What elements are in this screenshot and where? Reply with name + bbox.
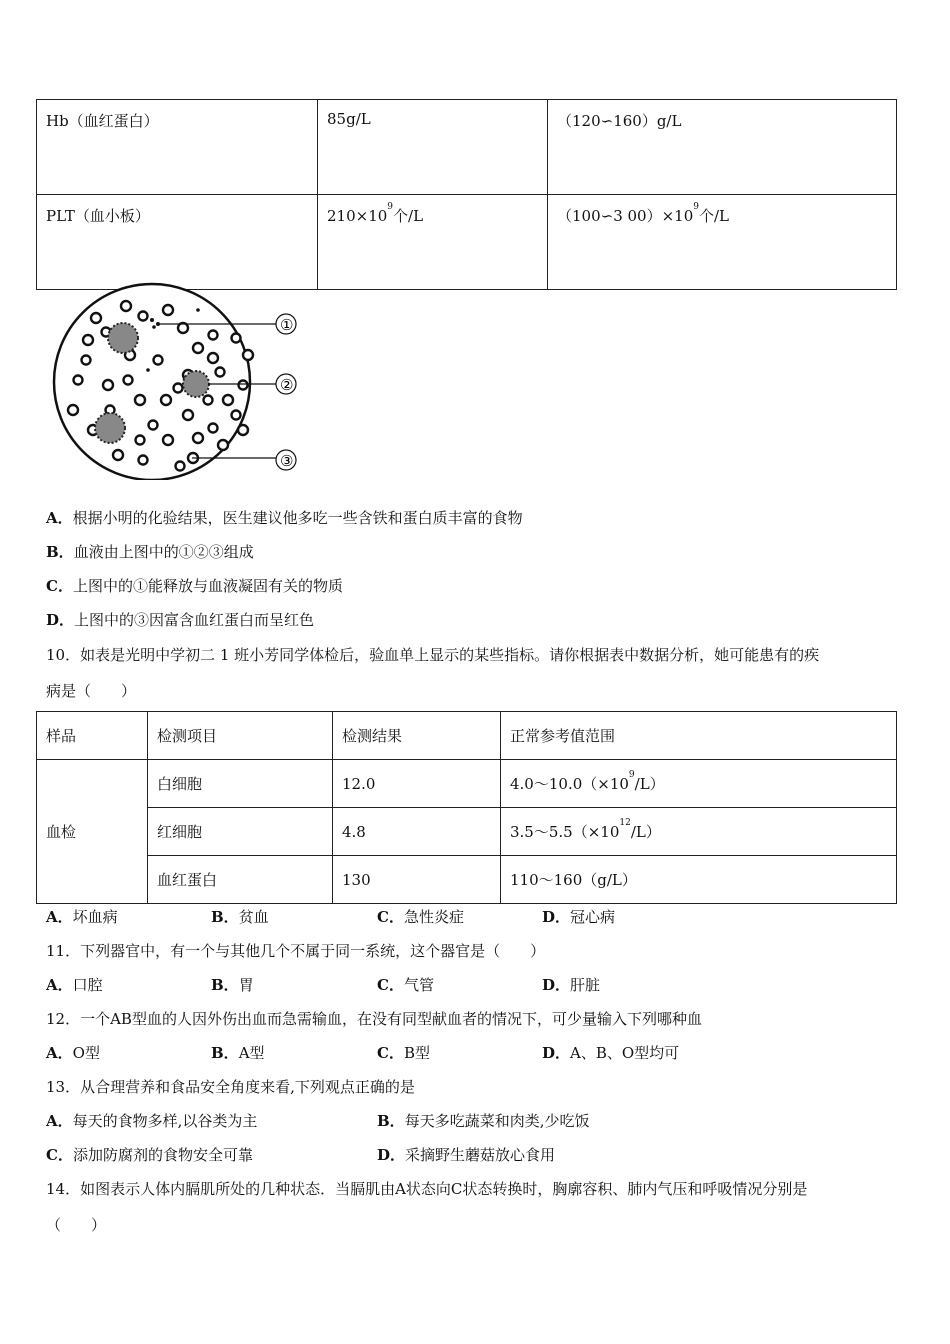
q10-stem-line2: 病是（ ） (46, 682, 137, 700)
option-text: 上图中的③因富含血红蛋白而呈红色 (74, 611, 315, 629)
option-text: 采摘野生蘑菇放心食用 (405, 1146, 556, 1164)
option-letter: D． (542, 1044, 571, 1062)
table-cell: 红细胞 (148, 808, 333, 856)
option-letter: A． (46, 509, 73, 527)
option-letter: C． (377, 976, 404, 994)
label-3: ③ (280, 452, 294, 470)
superscript: 9 (387, 202, 394, 212)
option-text: 上图中的①能释放与血液凝固有关的物质 (72, 577, 343, 595)
cell-text: 个/L (393, 207, 424, 225)
header-cell: 检测结果 (333, 712, 501, 760)
q13-option-b (377, 1110, 589, 1131)
table-cell (318, 195, 548, 290)
option-letter: A． (46, 1112, 73, 1130)
q10-option-d (542, 906, 615, 927)
q9-option-a (46, 507, 523, 528)
q11-option-a (46, 974, 103, 995)
option-letter: D． (542, 976, 571, 994)
option-letter: B． (46, 543, 74, 561)
table-cell: 12.0 (333, 760, 501, 808)
q12-option-b (211, 1042, 265, 1063)
cell-text: PLT（血小板） (46, 207, 150, 225)
header-cell: 检测项目 (148, 712, 333, 760)
table-row (37, 856, 897, 904)
cell-text: 3.5～5.5（×10 (510, 823, 620, 841)
table-cell (318, 100, 548, 195)
label-2: ② (280, 376, 294, 394)
superscript: 9 (693, 202, 699, 212)
q13-option-d (377, 1144, 555, 1165)
q13-option-c (46, 1144, 253, 1165)
q11-stem: 11．下列器官中，有一个与其他几个不属于同一系统，这个器官是（ ） (46, 942, 546, 960)
option-text: 口腔 (72, 976, 103, 994)
table-cell (548, 100, 897, 195)
q12-stem: 12．一个AB型血的人因外伤出血而急需输血，在没有同型献血者的情况下，可少量输入下列哪种血 (46, 1010, 702, 1028)
q14-stem-line2: （ ） (46, 1216, 107, 1234)
table-header-row (37, 712, 897, 760)
option-text: 贫血 (238, 908, 269, 926)
option-text: 冠心病 (570, 908, 616, 926)
q11-option-c (377, 974, 434, 995)
option-text: 根据小明的化验结果，医生建议他多吃一些含铁和蛋白质丰富的食物 (72, 509, 523, 527)
superscript: 12 (619, 818, 631, 828)
q10-option-c (377, 906, 464, 927)
q13-option-a (46, 1110, 257, 1131)
option-letter: C． (377, 908, 404, 926)
q9-option-b (46, 541, 254, 562)
option-text: 急性炎症 (403, 908, 464, 926)
table-cell (501, 760, 897, 808)
cell-text: /L） (630, 823, 661, 841)
q12-option-d (542, 1042, 679, 1063)
cell-text: 85g/L (327, 110, 371, 128)
header-cell: 样品 (37, 712, 148, 760)
q10-stem-line1: 10．如表是光明中学初二 1 班小芳同学体检后，验血单上显示的某些指标。请你根据表中数据分析，她可能患有的疾 (46, 646, 820, 664)
cell-text: Hb（血红蛋白） (46, 112, 159, 130)
cell-text: /L） (634, 775, 665, 793)
q9-option-c (46, 575, 343, 596)
q10-option-b (211, 906, 269, 927)
sample-cell: 血检 (37, 760, 148, 904)
table-cell (548, 195, 897, 290)
blood-test-table-partial (36, 99, 897, 290)
option-text: A、B、O型均可 (570, 1044, 680, 1062)
option-text: 坏血病 (72, 908, 118, 926)
blood-smear-diagram (48, 280, 318, 480)
option-letter: C． (46, 577, 73, 595)
option-text: 添加防腐剂的食物安全可靠 (72, 1146, 253, 1164)
table-row (37, 808, 897, 856)
option-text: 每天的食物多样,以谷类为主 (72, 1112, 258, 1130)
option-letter: D． (46, 611, 75, 629)
option-letter: D． (377, 1146, 406, 1164)
cell-text: 4.0～10.0（×10 (510, 775, 629, 793)
option-letter: C． (46, 1146, 73, 1164)
option-text: 每天多吃蔬菜和肉类,少吃饭 (404, 1112, 590, 1130)
option-letter: A． (46, 976, 73, 994)
table-row (37, 195, 897, 290)
option-text: 血液由上图中的①②③组成 (73, 543, 254, 561)
option-letter: B． (211, 1044, 239, 1062)
option-letter: B． (377, 1112, 405, 1130)
option-text: 肝脏 (570, 976, 601, 994)
q12-option-c (377, 1042, 430, 1063)
q9-option-d (46, 609, 314, 630)
table-cell (501, 856, 897, 904)
option-text: 胃 (238, 976, 254, 994)
option-letter: A． (46, 1044, 73, 1062)
table-cell (501, 808, 897, 856)
option-text: O型 (72, 1044, 100, 1062)
table-cell (37, 195, 318, 290)
table-cell: 白细胞 (148, 760, 333, 808)
table-cell (37, 100, 318, 195)
table-cell: 4.8 (333, 808, 501, 856)
cell-text: 210×10 (327, 207, 388, 225)
q13-stem: 13．从合理营养和食品安全角度来看,下列观点正确的是 (46, 1078, 415, 1096)
option-text: 气管 (403, 976, 434, 994)
option-letter: C． (377, 1044, 404, 1062)
q10-option-a (46, 906, 118, 927)
option-letter: A． (46, 908, 73, 926)
table-row (37, 100, 897, 195)
cell-text: （120∽160）g/L (557, 112, 682, 130)
q11-option-d (542, 974, 600, 995)
table-cell: 130 (333, 856, 501, 904)
superscript: 9 (628, 770, 635, 780)
option-text: B型 (403, 1044, 430, 1062)
label-1: ① (280, 316, 294, 334)
q14-stem-line1: 14．如图表示人体内膈肌所处的几种状态．当膈肌由A状态向C状态转换时，胸廓容积、肺内气压和呼吸情况分别是 (46, 1180, 808, 1198)
cell-text: 110～160（g/L） (510, 871, 637, 889)
cell-text: 个/L (699, 207, 730, 225)
option-letter: B． (211, 976, 239, 994)
cell-text: （100∽3 00）×10 (557, 207, 694, 225)
q11-option-b (211, 974, 254, 995)
q12-option-a (46, 1042, 100, 1063)
option-letter: D． (542, 908, 571, 926)
header-cell: 正常参考值范围 (501, 712, 897, 760)
blood-test-table (36, 711, 897, 904)
table-cell: 血红蛋白 (148, 856, 333, 904)
option-text: A型 (238, 1044, 265, 1062)
option-letter: B． (211, 908, 239, 926)
table-row (37, 760, 897, 808)
